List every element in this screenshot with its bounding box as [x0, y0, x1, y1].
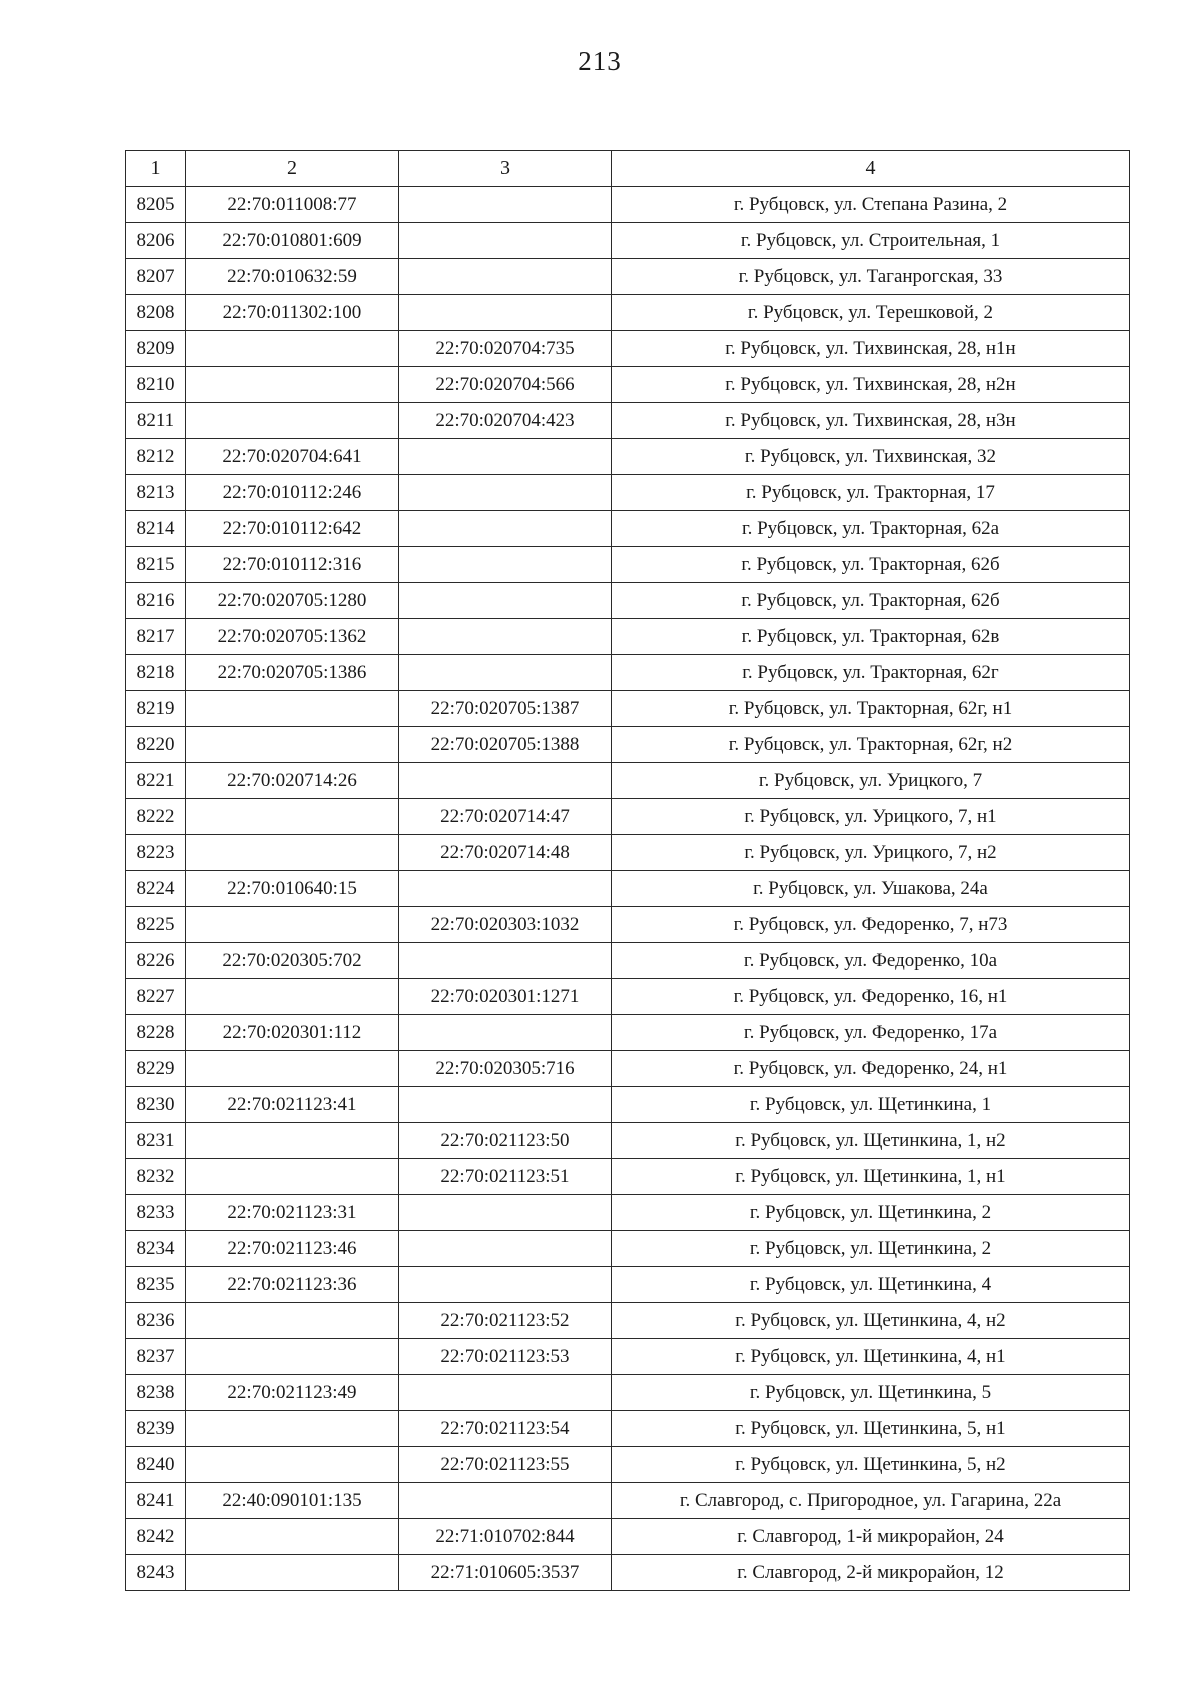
table-row	[126, 691, 1130, 727]
cell-address: г. Славгород, с. Пригородное, ул. Гагарина, 22а	[612, 1483, 1130, 1519]
cell-number: 8239	[126, 1411, 186, 1447]
cell-cadastral-1: 22:70:020705:1362	[186, 619, 399, 655]
cell-number: 8231	[126, 1123, 186, 1159]
cell-cadastral-1: 22:70:010112:316	[186, 547, 399, 583]
cell-cadastral-1	[186, 1519, 399, 1555]
cell-cadastral-2	[399, 619, 612, 655]
cell-address: г. Рубцовск, ул. Тракторная, 62г	[612, 655, 1130, 691]
cell-cadastral-2: 22:70:021123:50	[399, 1123, 612, 1159]
cell-number: 8238	[126, 1375, 186, 1411]
cell-number: 8240	[126, 1447, 186, 1483]
cell-cadastral-1: 22:40:090101:135	[186, 1483, 399, 1519]
cell-address: г. Рубцовск, ул. Строительная, 1	[612, 223, 1130, 259]
cell-cadastral-1	[186, 1303, 399, 1339]
cell-number: 8226	[126, 943, 186, 979]
table-row	[126, 583, 1130, 619]
cell-number: 8221	[126, 763, 186, 799]
cell-address: г. Рубцовск, ул. Тракторная, 62б	[612, 547, 1130, 583]
cell-address: г. Рубцовск, ул. Федоренко, 24, н1	[612, 1051, 1130, 1087]
cell-address: г. Рубцовск, ул. Тракторная, 17	[612, 475, 1130, 511]
table-row	[126, 727, 1130, 763]
table-row	[126, 1519, 1130, 1555]
cell-address: г. Рубцовск, ул. Щетинкина, 1, н1	[612, 1159, 1130, 1195]
cell-cadastral-1: 22:70:020305:702	[186, 943, 399, 979]
table-row	[126, 943, 1130, 979]
cell-cadastral-2: 22:70:020704:735	[399, 331, 612, 367]
cell-cadastral-2: 22:71:010605:3537	[399, 1555, 612, 1591]
cell-address: г. Рубцовск, ул. Федоренко, 10а	[612, 943, 1130, 979]
cell-cadastral-2: 22:70:020704:566	[399, 367, 612, 403]
cell-address: г. Рубцовск, ул. Щетинкина, 5	[612, 1375, 1130, 1411]
cell-cadastral-1	[186, 979, 399, 1015]
cell-cadastral-2	[399, 547, 612, 583]
cell-address: г. Рубцовск, ул. Степана Разина, 2	[612, 187, 1130, 223]
cell-address: г. Рубцовск, ул. Урицкого, 7	[612, 763, 1130, 799]
cell-number: 8242	[126, 1519, 186, 1555]
cell-number: 8228	[126, 1015, 186, 1051]
table-row	[126, 835, 1130, 871]
table-row	[126, 223, 1130, 259]
cell-cadastral-1: 22:70:020301:112	[186, 1015, 399, 1051]
cell-number: 8222	[126, 799, 186, 835]
table-row	[126, 1015, 1130, 1051]
cell-cadastral-1	[186, 727, 399, 763]
cell-cadastral-2: 22:70:020704:423	[399, 403, 612, 439]
table-row	[126, 1411, 1130, 1447]
cell-cadastral-1	[186, 799, 399, 835]
cell-cadastral-1: 22:70:011008:77	[186, 187, 399, 223]
table-row	[126, 1231, 1130, 1267]
table-row	[126, 1375, 1130, 1411]
table-row	[126, 1267, 1130, 1303]
cell-cadastral-2	[399, 655, 612, 691]
cell-number: 8212	[126, 439, 186, 475]
table-row	[126, 1123, 1130, 1159]
cell-address: г. Рубцовск, ул. Щетинкина, 5, н1	[612, 1411, 1130, 1447]
cell-cadastral-2	[399, 1267, 612, 1303]
cell-cadastral-2: 22:70:020301:1271	[399, 979, 612, 1015]
cell-cadastral-1	[186, 835, 399, 871]
cell-address: г. Рубцовск, ул. Таганрогская, 33	[612, 259, 1130, 295]
header-cell-address: 4	[612, 151, 1130, 187]
table-row	[126, 655, 1130, 691]
table-row	[126, 367, 1130, 403]
cell-cadastral-2: 22:70:020303:1032	[399, 907, 612, 943]
cell-address: г. Рубцовск, ул. Ушакова, 24а	[612, 871, 1130, 907]
cell-cadastral-1: 22:70:010801:609	[186, 223, 399, 259]
cell-cadastral-1	[186, 1051, 399, 1087]
table-row	[126, 475, 1130, 511]
cell-cadastral-1	[186, 1447, 399, 1483]
cell-cadastral-2	[399, 187, 612, 223]
cell-address: г. Рубцовск, ул. Федоренко, 17а	[612, 1015, 1130, 1051]
cell-address: г. Рубцовск, ул. Щетинкина, 2	[612, 1195, 1130, 1231]
table-row	[126, 403, 1130, 439]
cell-cadastral-2	[399, 475, 612, 511]
cell-number: 8233	[126, 1195, 186, 1231]
table-row	[126, 619, 1130, 655]
cell-address: г. Рубцовск, ул. Щетинкина, 4	[612, 1267, 1130, 1303]
cell-cadastral-1: 22:70:021123:41	[186, 1087, 399, 1123]
cell-number: 8205	[126, 187, 186, 223]
cell-number: 8217	[126, 619, 186, 655]
cell-cadastral-2: 22:70:020714:47	[399, 799, 612, 835]
cell-cadastral-2: 22:70:021123:52	[399, 1303, 612, 1339]
cell-number: 8209	[126, 331, 186, 367]
header-row	[126, 151, 1130, 187]
cell-cadastral-2	[399, 259, 612, 295]
cell-address: г. Рубцовск, ул. Тракторная, 62в	[612, 619, 1130, 655]
cell-cadastral-1: 22:70:011302:100	[186, 295, 399, 331]
cell-cadastral-1	[186, 1411, 399, 1447]
cell-address: г. Рубцовск, ул. Тракторная, 62а	[612, 511, 1130, 547]
cell-cadastral-1: 22:70:020705:1386	[186, 655, 399, 691]
cell-number: 8219	[126, 691, 186, 727]
table-row	[126, 799, 1130, 835]
cell-cadastral-1: 22:70:021123:31	[186, 1195, 399, 1231]
cell-cadastral-1	[186, 691, 399, 727]
cell-cadastral-1: 22:70:021123:36	[186, 1267, 399, 1303]
table-row	[126, 1159, 1130, 1195]
cell-cadastral-2	[399, 1375, 612, 1411]
cell-number: 8210	[126, 367, 186, 403]
cell-number: 8225	[126, 907, 186, 943]
cell-cadastral-1	[186, 1555, 399, 1591]
cell-address: г. Рубцовск, ул. Тракторная, 62г, н2	[612, 727, 1130, 763]
table-row	[126, 331, 1130, 367]
cell-cadastral-1: 22:70:021123:49	[186, 1375, 399, 1411]
cell-cadastral-2: 22:70:020305:716	[399, 1051, 612, 1087]
cell-cadastral-1	[186, 907, 399, 943]
cell-number: 8213	[126, 475, 186, 511]
cell-address: г. Рубцовск, ул. Тихвинская, 32	[612, 439, 1130, 475]
cell-cadastral-2: 22:71:010702:844	[399, 1519, 612, 1555]
table-row	[126, 871, 1130, 907]
cell-cadastral-1: 22:70:020705:1280	[186, 583, 399, 619]
cell-cadastral-2: 22:70:021123:54	[399, 1411, 612, 1447]
cell-cadastral-2	[399, 1195, 612, 1231]
table-row	[126, 547, 1130, 583]
cell-cadastral-2: 22:70:020714:48	[399, 835, 612, 871]
table-header	[126, 151, 1130, 187]
cell-cadastral-2	[399, 1231, 612, 1267]
cell-cadastral-2: 22:70:021123:55	[399, 1447, 612, 1483]
cell-cadastral-1: 22:70:020714:26	[186, 763, 399, 799]
cell-number: 8227	[126, 979, 186, 1015]
table-row	[126, 439, 1130, 475]
cell-address: г. Рубцовск, ул. Федоренко, 7, н73	[612, 907, 1130, 943]
cell-number: 8234	[126, 1231, 186, 1267]
cell-address: г. Рубцовск, ул. Щетинкина, 4, н1	[612, 1339, 1130, 1375]
cell-number: 8208	[126, 295, 186, 331]
cell-number: 8223	[126, 835, 186, 871]
table-row	[126, 979, 1130, 1015]
table-row	[126, 763, 1130, 799]
cell-cadastral-1	[186, 1159, 399, 1195]
cell-cadastral-2: 22:70:021123:51	[399, 1159, 612, 1195]
cell-cadastral-1	[186, 367, 399, 403]
table-row	[126, 1483, 1130, 1519]
cell-number: 8218	[126, 655, 186, 691]
cell-cadastral-2	[399, 223, 612, 259]
cell-cadastral-1	[186, 1123, 399, 1159]
cell-cadastral-1	[186, 1339, 399, 1375]
cell-number: 8216	[126, 583, 186, 619]
cell-address: г. Рубцовск, ул. Тракторная, 62б	[612, 583, 1130, 619]
table-row	[126, 187, 1130, 223]
cell-cadastral-2	[399, 871, 612, 907]
table-row	[126, 1303, 1130, 1339]
cell-cadastral-2	[399, 439, 612, 475]
cell-cadastral-1: 22:70:010632:59	[186, 259, 399, 295]
table-row	[126, 1339, 1130, 1375]
cell-cadastral-2	[399, 1483, 612, 1519]
cell-number: 8241	[126, 1483, 186, 1519]
cell-number: 8236	[126, 1303, 186, 1339]
table-row	[126, 259, 1130, 295]
cell-address: г. Славгород, 1-й микрорайон, 24	[612, 1519, 1130, 1555]
cell-number: 8230	[126, 1087, 186, 1123]
cell-number: 8215	[126, 547, 186, 583]
cell-address: г. Рубцовск, ул. Тихвинская, 28, н1н	[612, 331, 1130, 367]
cell-number: 8211	[126, 403, 186, 439]
cell-number: 8237	[126, 1339, 186, 1375]
cell-number: 8235	[126, 1267, 186, 1303]
cell-number: 8214	[126, 511, 186, 547]
table-row	[126, 907, 1130, 943]
cell-number: 8220	[126, 727, 186, 763]
registry-table	[125, 150, 1130, 1591]
cell-cadastral-1: 22:70:020704:641	[186, 439, 399, 475]
cell-address: г. Рубцовск, ул. Щетинкина, 1, н2	[612, 1123, 1130, 1159]
cell-address: г. Рубцовск, ул. Тихвинская, 28, н2н	[612, 367, 1130, 403]
cell-address: г. Рубцовск, ул. Щетинкина, 5, н2	[612, 1447, 1130, 1483]
cell-cadastral-1	[186, 331, 399, 367]
cell-address: г. Рубцовск, ул. Тракторная, 62г, н1	[612, 691, 1130, 727]
cell-cadastral-2	[399, 943, 612, 979]
cell-cadastral-2: 22:70:021123:53	[399, 1339, 612, 1375]
cell-cadastral-2	[399, 295, 612, 331]
cell-address: г. Рубцовск, ул. Щетинкина, 1	[612, 1087, 1130, 1123]
table-row	[126, 1051, 1130, 1087]
cell-number: 8243	[126, 1555, 186, 1591]
cell-cadastral-2: 22:70:020705:1388	[399, 727, 612, 763]
cell-cadastral-2: 22:70:020705:1387	[399, 691, 612, 727]
cell-cadastral-1	[186, 403, 399, 439]
cell-address: г. Рубцовск, ул. Федоренко, 16, н1	[612, 979, 1130, 1015]
cell-cadastral-1: 22:70:010112:642	[186, 511, 399, 547]
cell-cadastral-2	[399, 1015, 612, 1051]
table-row	[126, 295, 1130, 331]
table-row	[126, 511, 1130, 547]
cell-cadastral-1: 22:70:021123:46	[186, 1231, 399, 1267]
cell-cadastral-2	[399, 583, 612, 619]
cell-address: г. Славгород, 2-й микрорайон, 12	[612, 1555, 1130, 1591]
cell-address: г. Рубцовск, ул. Тихвинская, 28, н3н	[612, 403, 1130, 439]
cell-address: г. Рубцовск, ул. Терешковой, 2	[612, 295, 1130, 331]
header-cell-cadastral-1: 2	[186, 151, 399, 187]
cell-address: г. Рубцовск, ул. Урицкого, 7, н2	[612, 835, 1130, 871]
cell-cadastral-2	[399, 511, 612, 547]
cell-address: г. Рубцовск, ул. Урицкого, 7, н1	[612, 799, 1130, 835]
cell-cadastral-2	[399, 763, 612, 799]
table-row	[126, 1555, 1130, 1591]
table-body	[126, 187, 1130, 1591]
page-number: 213	[578, 46, 622, 76]
table-row	[126, 1087, 1130, 1123]
header-cell-number: 1	[126, 151, 186, 187]
cell-address: г. Рубцовск, ул. Щетинкина, 2	[612, 1231, 1130, 1267]
header-cell-cadastral-2: 3	[399, 151, 612, 187]
cell-number: 8229	[126, 1051, 186, 1087]
cell-cadastral-1: 22:70:010640:15	[186, 871, 399, 907]
cell-cadastral-2	[399, 1087, 612, 1123]
cell-address: г. Рубцовск, ул. Щетинкина, 4, н2	[612, 1303, 1130, 1339]
table-row	[126, 1447, 1130, 1483]
cell-number: 8224	[126, 871, 186, 907]
cell-number: 8207	[126, 259, 186, 295]
cell-number: 8206	[126, 223, 186, 259]
cell-number: 8232	[126, 1159, 186, 1195]
table-row	[126, 1195, 1130, 1231]
cell-cadastral-1: 22:70:010112:246	[186, 475, 399, 511]
